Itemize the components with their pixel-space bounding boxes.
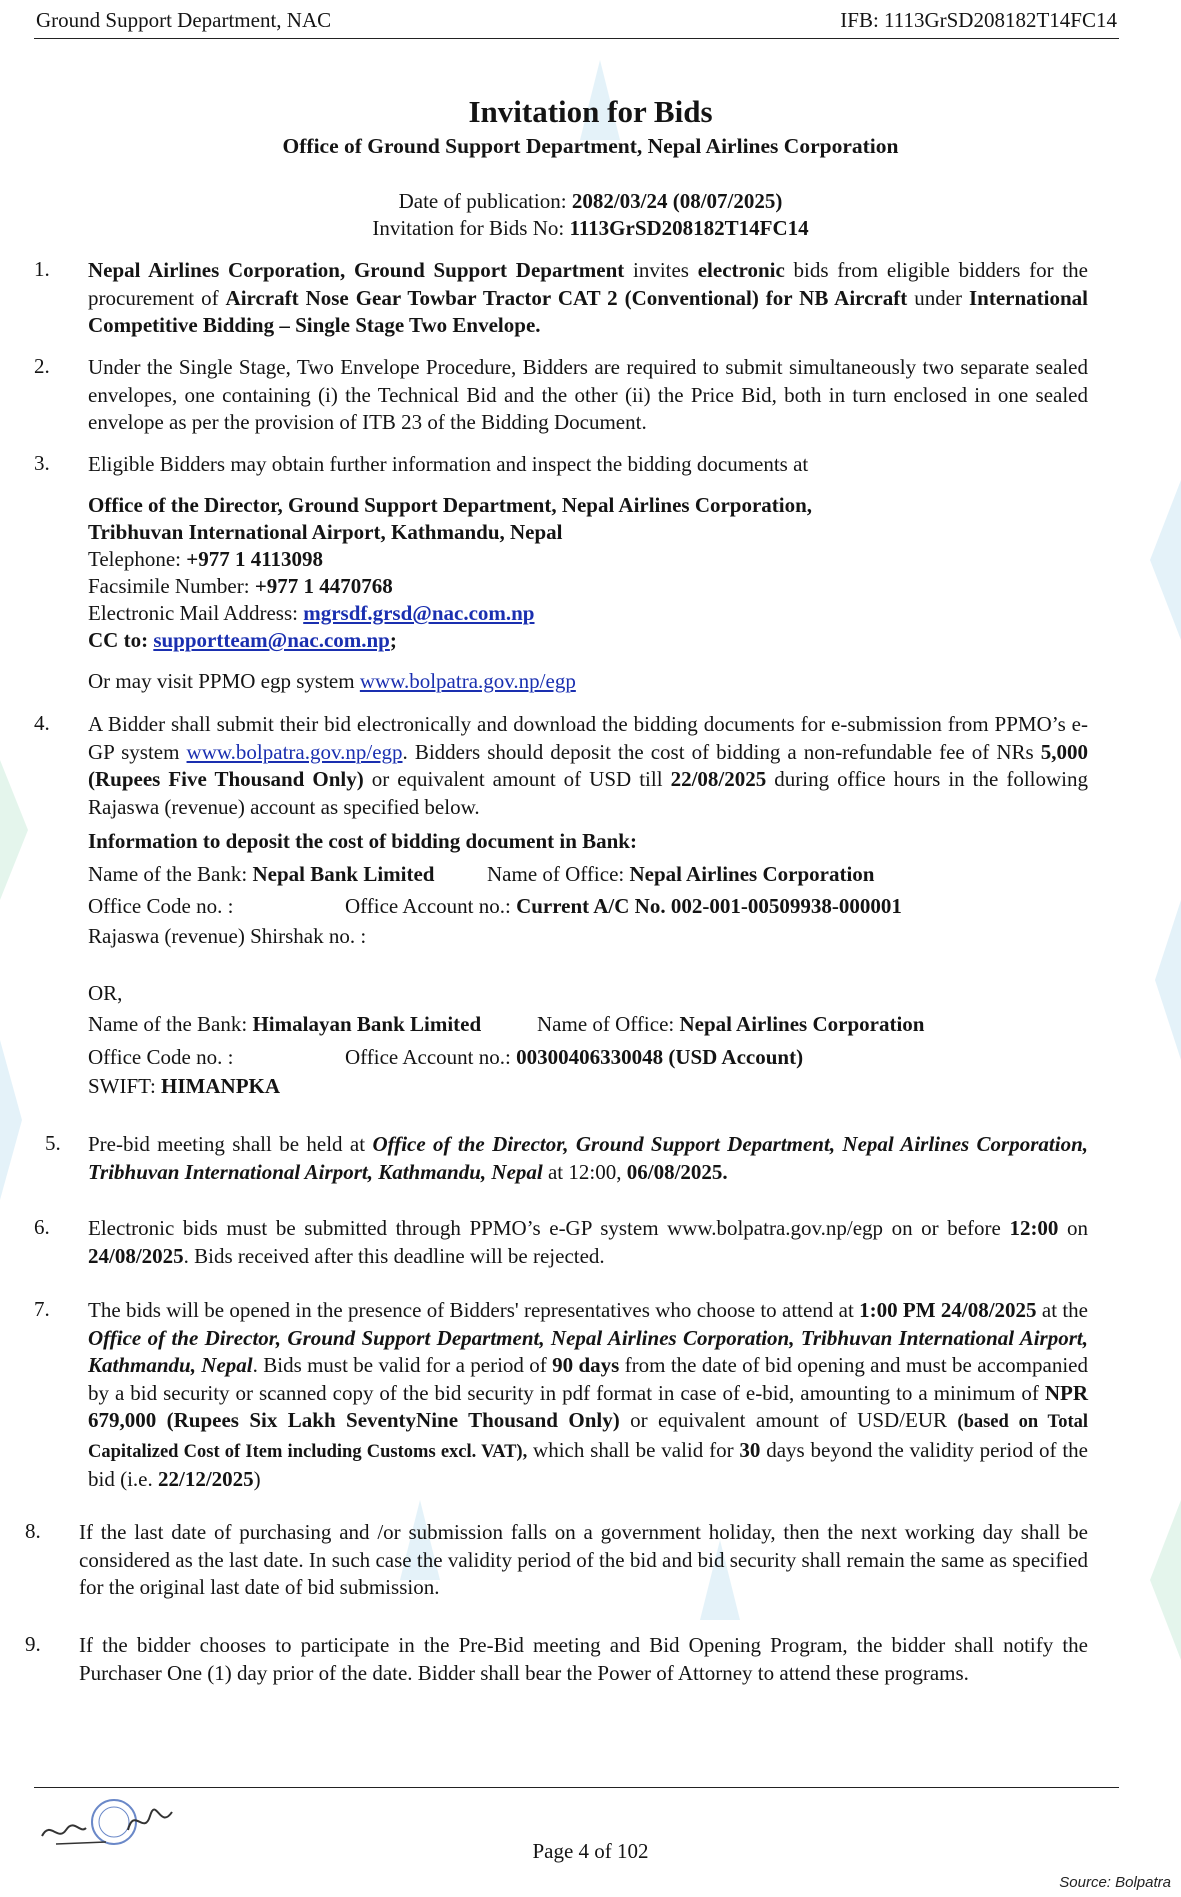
item-text-part: NPR 679,000 (Rupees Six Lakh SeventyNine Thousand Only) [88, 1380, 1088, 1432]
item-text-part: electronic [697, 258, 785, 282]
item-text-part: 22/12/2025 [157, 1467, 254, 1491]
item-number: 7. [34, 1297, 50, 1321]
item-text-part: invites [624, 258, 698, 282]
bank-2-office-code: Office Code no. : [88, 1045, 234, 1069]
item-number: 9. [25, 1632, 41, 1656]
telephone-line [88, 546, 323, 574]
item-text-part: A Bidder shall submit their bid electronically and download the bidding documents for e-submission from PPMO’s e-GP system [88, 712, 1088, 764]
bank-1-office-code: Office Code no. : [88, 894, 234, 918]
item-text-part: 06/08/2025. [626, 1159, 728, 1184]
page-number: Page 4 of 102 [532, 1839, 649, 1863]
item-text-part: ) [253, 1467, 261, 1491]
item-4-text [88, 711, 1088, 821]
item-text-part: 24/08/2025 [88, 1243, 184, 1268]
bank-name-value: Nepal Bank Limited [252, 862, 435, 886]
item-number: 8. [25, 1519, 41, 1543]
item-text-part: 12:00 [1009, 1216, 1059, 1240]
item-3-text: Eligible Bidders may obtain further information and inspect the bidding documents at [88, 452, 809, 476]
fax-label: Facsimile Number: [88, 574, 255, 598]
bank-name-label: Name of the Bank: [88, 862, 253, 886]
item-2-text: Under the Single Stage, Two Envelope Procedure, Bidders are required to submit simultaneously two separate sealed envelopes, one containing (i) the Technical Bid and the other (ii) the Price Bid, both in turn enclosed in one sealed envelope as per the provision of ITB 23 of the Bidding Document. [88, 355, 1088, 434]
visit-egp-text: Or may visit PPMO egp system [88, 669, 360, 693]
office-name-value: Nepal Airlines Corporation [679, 1012, 925, 1036]
swift-value: HIMANPKA [161, 1074, 281, 1098]
publication-date-line [0, 188, 1181, 215]
item-text-part: bids from eligible bidders for the procurement of [88, 258, 1089, 310]
deposit-heading: Information to deposit the cost of bidding document in Bank: [88, 829, 637, 853]
item-text-part: (based on Total Capitalized Cost of Item including Customs excl. VAT), [88, 1412, 1089, 1462]
item-text-part: under [907, 285, 969, 310]
item-text-part: Pre-bid meeting shall be held at [88, 1132, 373, 1156]
item-1-text [88, 257, 1088, 340]
ifb-number-line [0, 215, 1181, 242]
bank-2-office-line [537, 1011, 924, 1039]
page-subtitle: Office of Ground Support Department, Nepal Airlines Corporation [282, 134, 899, 158]
item-number: 4. [34, 711, 50, 735]
item-7-text [88, 1297, 1088, 1494]
office-address-line-1: Office of the Director, Ground Support Department, Nepal Airlines Corporation, [88, 493, 813, 517]
bank-1-office-line [487, 861, 874, 889]
publication-date-value: 2082/03/24 (08/07/2025) [571, 189, 783, 213]
item-text-part: during office hours in the following Rajaswa (revenue) account as specified below. [88, 767, 1089, 819]
page-title: Invitation for Bids [468, 94, 713, 129]
item-text-part: 5,000 (Rupees Five Thousand Only) [88, 739, 1088, 791]
item-text-part: on [1058, 1216, 1088, 1240]
item-text-part: International Competitive Bidding – Single Stage Two Envelope. [88, 285, 1088, 337]
cc-line [88, 627, 397, 655]
office-name-value: Nepal Airlines Corporation [629, 862, 875, 886]
swift-label: SWIFT: [88, 1074, 162, 1098]
item-text-part: from the date of bid opening and must be accompanied by a bid security or scanned copy of the bid security in pdf format in case of e-bid, amounting to a minimum of [88, 1353, 1088, 1405]
item-5-text [88, 1131, 1088, 1186]
or-separator: OR, [88, 981, 123, 1005]
bank-1-account-line [345, 893, 902, 921]
bank-name-value: Himalayan Bank Limited [252, 1012, 482, 1036]
item-9-text: If the bidder chooses to participate in the Pre-Bid meeting and Bid Opening Program, the bidder shall notify the Purchaser One (1) day prior of the date. Bidder shall bear the Power of Attorney to attend these programs. [79, 1633, 1088, 1685]
item-text-part: 22/08/2025 [670, 767, 767, 791]
item-text-part: Aircraft Nose Gear Towbar Tractor CAT 2 (Conventional) for NB Aircraft [225, 285, 908, 310]
footer-divider [34, 1787, 1119, 1788]
item-number: 5. [45, 1131, 61, 1155]
item-number: 2. [34, 354, 50, 378]
item-8-text: If the last date of purchasing and /or submission falls on a government holiday, then the next working day shall be considered as the last date. In such case the validity period of the bid and bid security shall remain the same as specified for the original last date of bid submission. [79, 1520, 1088, 1599]
item-number: 6. [34, 1215, 50, 1239]
item-text-part: . Bids received after this deadline will be rejected. [183, 1243, 605, 1268]
egp-link[interactable]: www.bolpatra.gov.np/egp [359, 669, 576, 693]
item-text-part: which shall be valid for [527, 1437, 740, 1462]
item-number: 3. [34, 451, 50, 475]
item-text-part: Office of the Director, Ground Support Department, Nepal Airlines Corporation, Tribhuvan International Airport, Kathmandu, Nepal [88, 1325, 1088, 1377]
bank-name-label: Name of the Bank: [88, 1012, 253, 1036]
item-text-part: 30 [739, 1437, 761, 1462]
item-6-text [88, 1215, 1088, 1270]
item-text-part: Nepal Airlines Corporation, Ground Support Department [88, 258, 625, 282]
email-link[interactable]: mgrsdf.grsd@nac.com.np [303, 601, 535, 625]
header-ifb-number: IFB: 1113GrSD208182T14FC14 [840, 8, 1117, 32]
bank-2-name-line [88, 1011, 481, 1039]
item-text-part: The bids will be opened in the presence of Bidders' representatives who choose to attend at [88, 1298, 860, 1322]
item-text-part: Office of the Director, Ground Support Department, Nepal Airlines Corporation, Tribhuvan International Airport, Kathmandu, Nepal [88, 1132, 1088, 1184]
item-text-part: or equivalent amount of USD till [363, 767, 671, 791]
item-text-part: days beyond the validity period of the bid (i.e. [88, 1437, 1088, 1491]
item-text-part: 1:00 PM 24/08/2025 [859, 1298, 1037, 1322]
account-value: Current A/C No. 002-001-00509938-000001 [516, 894, 902, 918]
item-text-part: . Bids must be valid for a period of [252, 1353, 553, 1377]
fax-value: +977 1 4470768 [254, 574, 393, 598]
office-name-label: Name of Office: [537, 1012, 680, 1036]
email-line [88, 600, 535, 628]
publication-date-label: Date of publication: [398, 189, 572, 213]
office-address-line-2: Tribhuvan International Airport, Kathmandu, Nepal [88, 520, 563, 544]
publication-info [0, 188, 1181, 242]
header-department: Ground Support Department, NAC [36, 8, 332, 32]
bank-2-account-line [345, 1044, 803, 1072]
item-text-part: at the [1036, 1298, 1089, 1322]
item-text-part: Electronic bids must be submitted through PPMO’s e-GP system www.bolpatra.gov.np/egp on or before [88, 1216, 1010, 1240]
item-text-part: 90 days [552, 1353, 620, 1377]
bank-1-shirshak: Rajaswa (revenue) Shirshak no. : [88, 924, 367, 948]
visit-egp-line [88, 668, 576, 696]
account-label: Office Account no.: [345, 1045, 517, 1069]
cc-end: ; [389, 628, 397, 652]
bank-1-name-line [88, 861, 434, 889]
ifb-number-value: 1113GrSD208182T14FC14 [569, 216, 809, 240]
office-name-label: Name of Office: [487, 862, 630, 886]
source-credit: Source: Bolpatra [1059, 1874, 1171, 1891]
fax-line [88, 573, 393, 601]
ifb-number-label: Invitation for Bids No: [372, 216, 570, 240]
item-text-part: at 12:00, [542, 1159, 627, 1184]
telephone-label: Telephone: [88, 547, 187, 571]
account-label: Office Account no.: [345, 894, 517, 918]
cc-label: CC to: [88, 628, 154, 652]
account-value: 00300406330048 (USD Account) [516, 1045, 804, 1069]
item-number: 1. [34, 257, 50, 281]
cc-email-link[interactable]: supportteam@nac.com.np [153, 628, 390, 652]
egp-link[interactable]: www.bolpatra.gov.np/egp [186, 739, 403, 764]
telephone-value: +977 1 4113098 [186, 547, 324, 571]
header-divider [34, 38, 1119, 39]
item-text-part: . Bidders should deposit the cost of bidding a non-refundable fee of NRs [402, 739, 1041, 764]
email-label: Electronic Mail Address: [88, 601, 304, 625]
item-text-part: or equivalent amount of USD/EUR [619, 1408, 958, 1432]
bank-2-swift-line [88, 1073, 280, 1101]
